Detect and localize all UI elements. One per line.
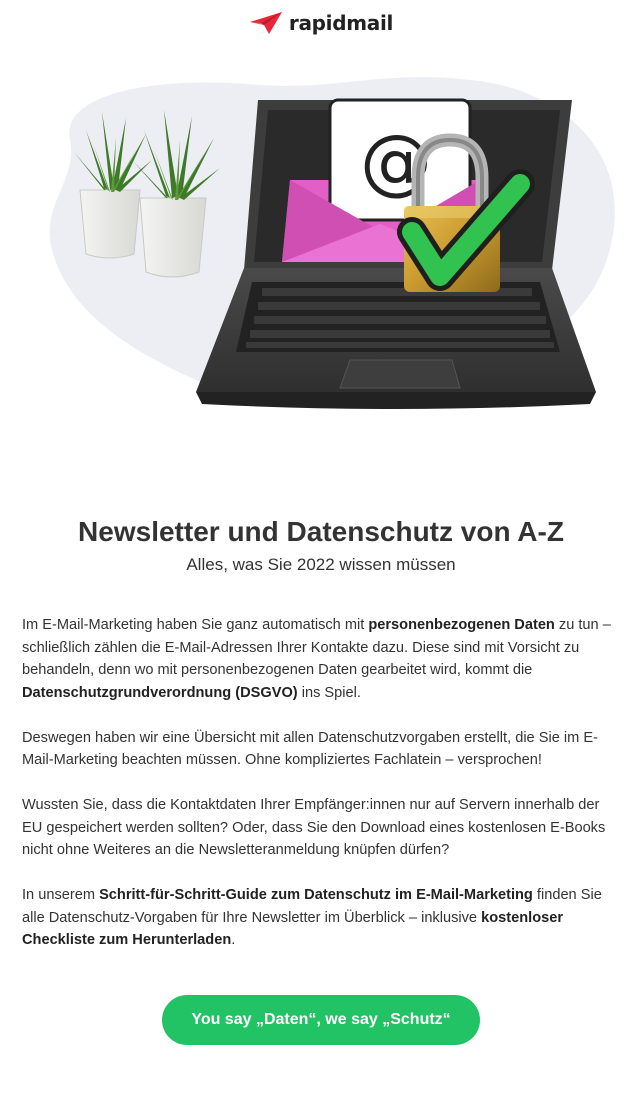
touchpad xyxy=(340,360,460,388)
body-text xyxy=(22,614,612,974)
paragraph-1: Im E-Mail-Marketing haben Sie ganz automatisch mit personenbezogenen Daten zu tun – schließlich zählen die E-Mail-Adressen Ihrer Kontakte dazu. Diese sind mit Vorsicht zu behandeln, denn wo mit personenbezogenen Daten gearbeitet wird, kommt die Datenschutzgrundverordnung (DSGVO) ins Spiel. xyxy=(22,617,611,701)
laptop-email-lock-illustration xyxy=(0,70,642,470)
brand-name: rapidmail xyxy=(288,11,394,35)
at-symbol: @ xyxy=(360,119,432,203)
cta-button[interactable]: You say „Daten“, we say „Schutz“ xyxy=(162,995,480,1045)
page-subtitle: Alles, was Sie 2022 wissen müssen xyxy=(186,555,456,574)
brand-logo[interactable] xyxy=(0,8,642,38)
paragraph-2: Deswegen haben wir eine Übersicht mit allen Datenschutzvorgaben erstellt, die Sie im E-Mail-Marketing beachten müssen. Ohne kompliziertes Fachlatein – versprochen! xyxy=(22,729,598,768)
paragraph-4: In unserem Schritt-für-Schritt-Guide zum Datenschutz im E-Mail-Marketing finden Sie alle Datenschutz-Vorgaben für Ihre Newsletter im Überblick – inklusive kostenloser Checkliste zum Herunterladen. xyxy=(22,887,602,948)
page-title: Newsletter und Datenschutz von A-Z xyxy=(78,516,564,547)
paper-plane-icon xyxy=(249,11,283,35)
hero-illustration xyxy=(0,70,642,470)
cta-container xyxy=(0,995,642,1045)
paragraph-3: Wussten Sie, dass die Kontaktdaten Ihrer Empfänger:innen nur auf Servern innerhalb der EU gespeichert werden sollten? Oder, dass Sie den Download eines kostenlosen E-Books nicht ohne Weiteres an die Newsletteranmeldung knüpfen dürfen? xyxy=(22,797,606,858)
laptop-base xyxy=(196,268,596,409)
